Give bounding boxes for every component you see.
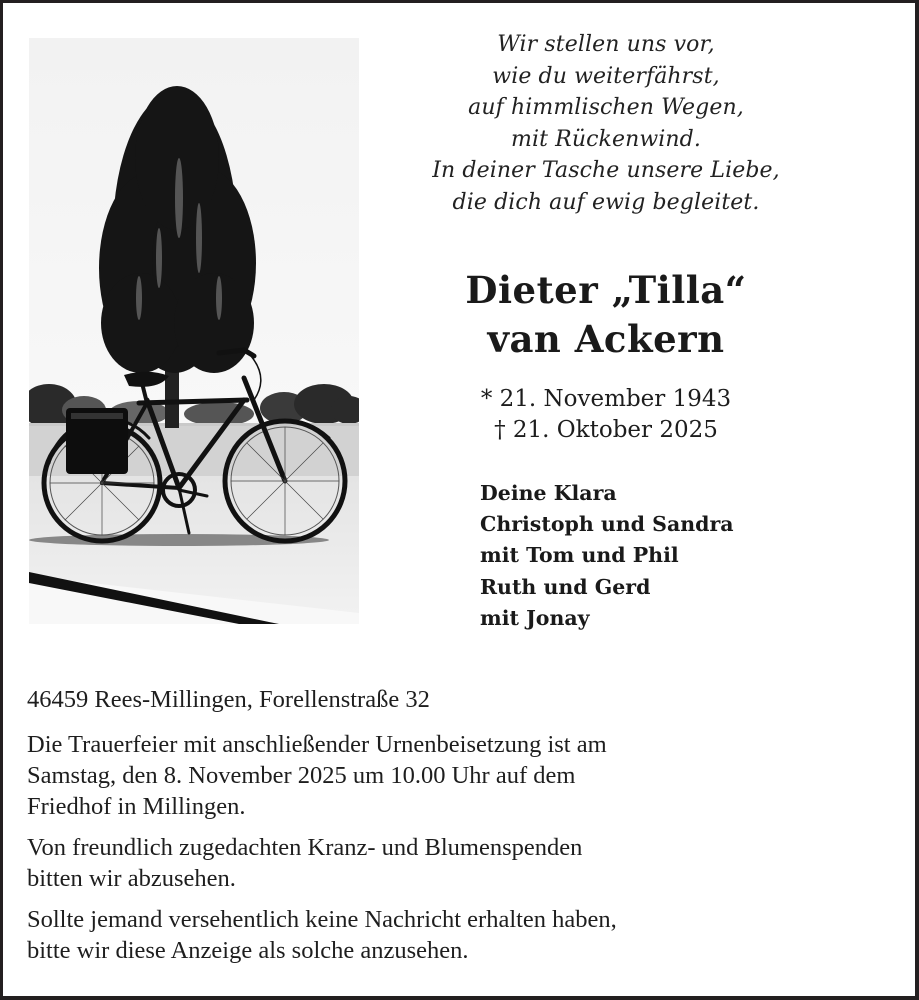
birth-date: * 21. November 1943 — [480, 386, 732, 412]
notice-line: bitte wir diese Anzeige als solche anzusehen. — [27, 937, 469, 964]
mourner-line: Christoph und Sandra — [480, 512, 734, 537]
mourners-list — [480, 478, 880, 634]
poem-line: Wir stellen uns vor, — [497, 32, 715, 57]
mourner-line: Ruth und Gerd — [480, 574, 651, 599]
mourner-line: Deine Klara — [480, 481, 617, 505]
life-dates — [456, 384, 756, 446]
notice-text — [27, 904, 897, 966]
ceremony-info — [27, 729, 897, 822]
poem-line: die dich auf ewig begleitet. — [452, 189, 760, 215]
flowers-line: Von freundlich zugedachten Kranz- und Blumenspenden — [27, 834, 583, 861]
deceased-name-line2: van Ackern — [487, 317, 725, 361]
deceased-name — [406, 266, 806, 364]
deceased-name-line1: Dieter „Tilla“ — [465, 268, 747, 312]
mourner-line: mit Tom und Phil — [480, 543, 679, 568]
flowers-line: bitten wir abzusehen. — [27, 865, 236, 892]
mourner-line: mit Jonay — [480, 605, 590, 630]
memorial-photo — [29, 38, 359, 624]
address: 46459 Rees-Millingen, Forellenstraße 32 — [27, 686, 430, 713]
bicycle-tree-photo-icon — [29, 38, 359, 624]
memorial-poem — [386, 29, 826, 218]
notice-line: Sollte jemand versehentlich keine Nachricht erhalten haben, — [27, 906, 617, 933]
poem-line: wie du weiterfährst, — [492, 63, 720, 89]
death-date: † 21. Oktober 2025 — [494, 417, 718, 443]
ceremony-line: Samstag, den 8. November 2025 um 10.00 Uhr auf dem — [27, 762, 576, 789]
flowers-request — [27, 832, 897, 894]
poem-line: mit Rückenwind. — [511, 126, 701, 152]
ceremony-line: Friedhof in Millingen. — [27, 793, 246, 820]
poem-line: In deiner Tasche unsere Liebe, — [432, 158, 780, 183]
obituary-details — [27, 684, 897, 976]
poem-line: auf himmlischen Wegen, — [468, 95, 744, 120]
ceremony-line: Die Trauerfeier mit anschließender Urnenbeisetzung ist am — [27, 731, 607, 758]
